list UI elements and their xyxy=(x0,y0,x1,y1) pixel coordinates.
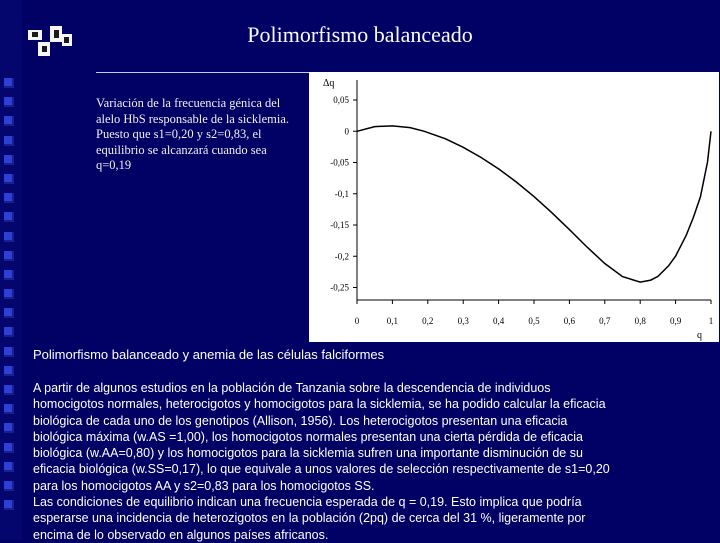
figure-caption: Variación de la frecuencia génica del alelo HbS responsable de la sicklemia. Puesto que s1=0,20 y s2=0,83, el equilibrio se alcanzará cuando sea q=0,19 xyxy=(96,96,289,172)
paragraph-line: esperarse una incidencia de heterozigotos en la población (2pq) de cerca del 31 %, ligeramente por xyxy=(33,511,586,526)
x-tick-label: 0 xyxy=(354,316,360,326)
y-tick-label: -0,15 xyxy=(330,220,349,230)
left-decorative-band xyxy=(0,0,22,540)
paragraph-line: encima de lo observado en algunos países africanos. xyxy=(33,527,329,542)
paragraph-line: A partir de algunos estudios en la población de Tanzania sobre la descendencia de individuos xyxy=(33,381,551,395)
paragraph-line: Las condiciones de equilibrio indican una frecuencia esperada de q = 0,19. Esto implica que podría xyxy=(33,495,582,510)
paragraph-line: biológica (w.AA=0,80) y los homocigotos para la sicklemia sufren una importante disminución de su xyxy=(33,446,583,461)
body-paragraph xyxy=(33,380,693,543)
y-tick-label: -0,1 xyxy=(334,188,349,199)
x-tick-label: 0,9 xyxy=(669,316,682,326)
slide-title: Polimorfismo balanceado xyxy=(247,22,473,47)
x-tick-label: 0,6 xyxy=(563,316,576,326)
y-tick-label: -0,25 xyxy=(330,282,349,293)
x-tick-label: 0,4 xyxy=(492,316,505,326)
y-tick-label: 0 xyxy=(344,126,349,137)
x-axis-label: q xyxy=(697,330,702,341)
paragraph-line: biológica de cada uno de los genotipos (Allison, 1956). Los heterocigotos presentan una eficacia xyxy=(33,413,568,428)
x-tick-label: 0,8 xyxy=(634,316,646,326)
x-tick-label: 0,7 xyxy=(599,316,611,326)
y-axis-label: Δq xyxy=(323,78,335,89)
section-heading: Polimorfismo balanceado y anemia de las células falciformes xyxy=(33,347,385,362)
y-tick-label: -0,2 xyxy=(334,251,349,262)
y-tick-label: 0,05 xyxy=(333,95,349,105)
x-tick-label: 1 xyxy=(708,316,714,326)
paragraph-line: homocigotos normales, heterocigotos y homocigotos para la sicklemia, se ha podido calcular la eficacia xyxy=(33,397,606,412)
logo-icon xyxy=(24,18,76,60)
x-tick-label: 0,3 xyxy=(457,316,469,326)
x-tick-label: 0,2 xyxy=(422,316,434,326)
paragraph-line: biológica máxima (w.AS =1,00), los homocigotos normales presentan una cierta pérdida de eficacia xyxy=(33,429,583,444)
y-tick-label: -0,05 xyxy=(330,157,349,168)
x-tick-label: 0,5 xyxy=(528,316,540,326)
series-line xyxy=(357,126,711,282)
paragraph-line: para los homocigotos AA y s2=0,83 para los homocigotos SS. xyxy=(33,478,375,493)
paragraph-line: eficacia biológica (w.SS=0,17), lo que equivale a unos valores de selección respectivamente de s1=0,20 xyxy=(33,462,610,477)
delta-q-chart xyxy=(309,72,719,342)
x-tick-label: 0,1 xyxy=(386,316,399,326)
decorative-square-column xyxy=(4,78,18,519)
